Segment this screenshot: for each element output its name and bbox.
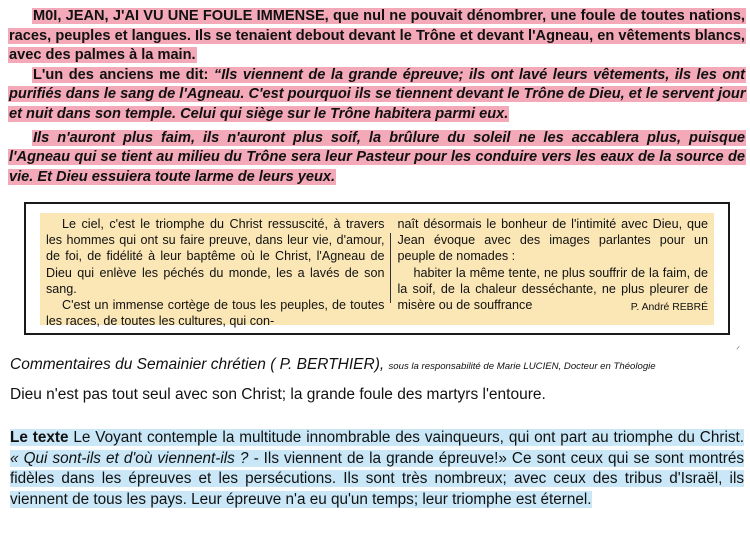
- commentary-box: [24, 202, 730, 335]
- scripture-p2-lead: L'un des anciens me dit:: [33, 66, 214, 83]
- box-left-paragraph-1: Le ciel, c'est le triomphe du Christ ressuscité, à travers les hommes qui ont su faire preuve, dans leur vie, d'amour, de foi, de fidélité à leur baptême où le Christ, l'Agneau de Dieu qui enlève les péchés du monde, les a lavés de son sang.: [46, 217, 385, 296]
- le-texte-label: Le texte: [10, 429, 69, 446]
- box-left-column: [40, 213, 390, 329]
- commentary-summary: Dieu n'est pas tout seul avec son Christ; la grande foule des martyrs l'entoure.: [10, 386, 546, 403]
- le-texte-part-1: Le Voyant contemple la multitude innombrable des vainqueurs, qui ont part au triomphe du Christ.: [68, 429, 744, 446]
- commentary-title: Commentaires du Semainier chrétien: [10, 356, 266, 373]
- scripture-paragraph-2: [8, 66, 746, 125]
- le-texte-section: [10, 428, 744, 510]
- box-left-paragraph-2: C'est un immense cortège de tous les peuples, de toutes les races, de toutes les cultures, qui con-: [46, 298, 385, 329]
- commentary-box-inner: [40, 213, 714, 329]
- box-right-paragraph-1: naît désormais le bonheur de l'intimité avec Dieu, que Jean évoque avec des images parlantes pour un peuple de nomades :: [397, 217, 708, 264]
- scripture-paragraph-3: [8, 129, 746, 188]
- le-texte-part-2: Ils viennent de la grande épreuve!» Ce sont ceux qui se sont montrés fidèles dans les épreuves et les persécutions. Ils sont très nombreux; avec ceux des tribus d'Israël, ils viennent de tous les pays. Leur épreuve n'a eu qu'un temps; leur triomphe est éternel.: [10, 449, 744, 508]
- commentary-responsibility: sous la responsabilité de Marie LUCIEN, Docteur en Théologie: [388, 361, 656, 372]
- commentary-header: [10, 356, 745, 374]
- scripture-p2-quote: “Ils viennent de la grande épreuve; ils ont lavé leurs vêtements, ils les ont purifiés dans le sang de l'Agneau. C'est pourquoi ils se tiennent devant le Trône de Dieu, et le servent jour et nuit dans son temple. Celui qui siège sur le Trône habitera parmi eux.: [9, 66, 746, 122]
- scripture-p1-text: que nul ne pouvait dénombrer, une foule de toutes nations, races, peuples et langues. Ils se tenaient debout devant le Trône et devant l'Agneau, en vêtements blancs, avec des palmes à la main.: [9, 8, 745, 64]
- scripture-reading: [8, 7, 746, 187]
- scripture-intro-caps: M0I, JEAN, J'AI VU UNE FOULE IMMENSE,: [33, 8, 329, 24]
- box-right-column: [391, 213, 714, 325]
- scripture-p3-text: Ils n'auront plus faim, ils n'auront plus soif, la brûlure du soleil ne les accablera plus, puisque l'Agneau qui se tient au milieu du Trône sera leur Pasteur pour les conduire vers les eaux de la source de vie. Et Dieu essuiera toute larme de leurs yeux.: [9, 129, 745, 185]
- box-signature: P. André REBRÉ: [630, 302, 708, 314]
- box-right-paragraph-2-text: habiter la même tente, ne plus souffrir de la faim, de la soif, de la chaleur desséchante, ne plus pleurer de misère ou de souffrance: [397, 265, 708, 313]
- decorative-tick: ᐟ: [736, 345, 741, 356]
- box-right-paragraph-2: [397, 265, 708, 314]
- scripture-paragraph-1: [8, 7, 746, 66]
- le-texte-quote: « Qui sont-ils et d'où viennent-ils ? -: [10, 449, 259, 467]
- commentary-author: ( P. BERTHIER),: [270, 356, 385, 373]
